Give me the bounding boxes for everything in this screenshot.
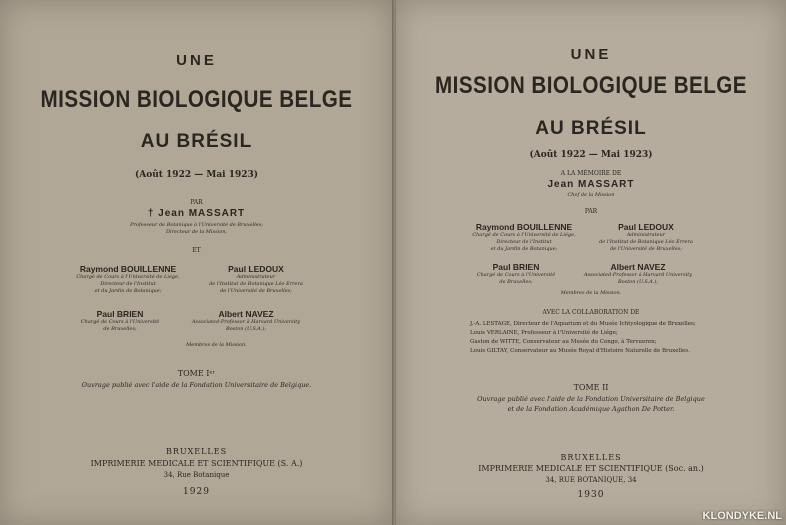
author-role: Administrateur (626, 232, 666, 238)
cover1-author-2 (186, 264, 326, 295)
collaborator: J.-A. LESTAGE, Directeur de l'Aquarium et du Musée Ichtyologique de Bruxelles; (470, 321, 696, 327)
cover1-par: PAR (190, 199, 203, 206)
cover2-memoire-name: Jean MASSART (547, 179, 635, 190)
cover1-et: ET (192, 247, 201, 254)
collaborator: Louis VERLAINE, Professeur à l'Université de Liége; (470, 330, 618, 336)
author-role: Chargé de Cours à l'Université (80, 319, 160, 325)
author-name: Paul LEDOUX (228, 264, 284, 274)
cover2-collab-heading: AVEC LA COLLABORATION DE (542, 309, 640, 316)
author-role: de l'Université de Bruxelles; (220, 288, 292, 294)
cover1-lead-role-2: Directeur de la Mission, (165, 229, 228, 235)
author-name: Raymond BOUILLENNE (475, 222, 573, 232)
cover1-author-3 (50, 309, 190, 333)
author-name: Albert NAVEZ (610, 262, 666, 272)
author-role: Directeur de l'Institut (100, 281, 156, 287)
author-role: Associated-Professor à Harvard University (191, 319, 301, 325)
cover1-members: Membres de la Mission. (186, 342, 247, 348)
author-role: de Bruxelles; (103, 326, 137, 332)
author-role: et du Jardin de Botanique; (94, 288, 162, 294)
cover2-city: BRUXELLES (560, 453, 622, 462)
cover1-author-4 (176, 309, 316, 333)
collaborator: Gaston de WITTE, Conservateur au Musée du Congo, à Tervueren; (470, 339, 657, 345)
cover1-lead-role-1: Professeur de Botanique à l'Université de Bruxelles; (130, 222, 263, 228)
cover2-par: PAR (584, 208, 598, 215)
cover2-subtitle: AU BRÉSIL (535, 118, 647, 139)
cover1-city: BRUXELLES (165, 447, 228, 456)
cover2-members: Membres de la Mission. (560, 290, 622, 296)
author-role: Directeur de l'Institut (496, 239, 552, 245)
author-role: Chargé de Cours à l'Université (476, 272, 556, 278)
cover2-collaborators (470, 320, 770, 356)
author-role: de Bruxelles; (499, 279, 533, 285)
author-role: Associated-Professor à Harvard University (583, 272, 693, 278)
author-role: Administrateur (236, 274, 276, 280)
author-role: Chargé de Cours à l'Université de Liége, (76, 274, 180, 280)
author-name: Paul LEDOUX (618, 222, 674, 232)
book-cover-tome-2 (396, 0, 786, 525)
cover2-author-4 (568, 262, 708, 286)
cover1-subtitle: AU BRÉSIL (140, 131, 253, 152)
author-name: Raymond BOUILLENNE (79, 264, 177, 274)
author-role: Chargé de Cours à l'Université de Liége, (472, 232, 576, 238)
cover2-dates: (Août 1922 — Mai 1923) (529, 150, 653, 160)
author-role: Boston (U.S.A.); (225, 326, 267, 332)
author-role: de l'Institut de Botanique Léo Errera (209, 281, 303, 287)
cover1-author-1 (58, 264, 198, 295)
cover2-memoire: A LA MÉMOIRE DE (560, 170, 622, 177)
cover1-ouvrage: Ouvrage publié avec l'aide de la Fondation Universitaire de Belgique. (81, 381, 312, 389)
cover2-author-1 (454, 222, 594, 253)
cover1-dates: (Août 1922 — Mai 1923) (134, 170, 259, 180)
author-name: Paul BRIEN (96, 309, 144, 319)
cover2-ouvrage-1: Ouvrage publié avec l'aide de la Fondation Universitaire de Belgique (477, 395, 705, 403)
cover1-address: 34, Rue Botanique (163, 471, 230, 479)
author-role: de l'Institut de Botanique Léo Errera (599, 239, 693, 245)
cover2-tome: TOME II (573, 383, 609, 392)
author-role: Boston (U.S.A.); (617, 279, 659, 285)
cover1-une: UNE (176, 52, 217, 69)
cover2-title: MISSION BIOLOGIQUE BELGE (435, 72, 747, 99)
cover1-title: MISSION BIOLOGIQUE BELGE (40, 86, 353, 113)
author-role: de l'Université de Bruxelles; (610, 246, 682, 252)
author-name: Paul BRIEN (492, 262, 540, 272)
cover2-memoire-role: Chef de la Mission (567, 192, 615, 198)
watermark-logo: KLONDYKE.NL (702, 510, 782, 522)
cover2-une: UNE (570, 46, 612, 63)
cover2-year: 1930 (577, 490, 605, 500)
cover2-publisher: IMPRIMERIE MEDICALE ET SCIENTIFIQUE (Soc. an.) (478, 464, 704, 473)
cover1-year: 1929 (183, 487, 210, 497)
cover1-lead-author: † Jean MASSART (147, 208, 246, 219)
cover2-address: 34, RUE BOTANIQUE, 34 (545, 476, 637, 484)
cover1-tome: TOME Iᵉʳ (177, 369, 216, 378)
collaborator: Louis GILTAY, Conservateur au Musée Royal d'Histoire Naturelle de Bruxelles. (470, 348, 690, 354)
cover2-ouvrage-2: et de la Fondation Académique Agathon De Potter. (507, 405, 675, 413)
cover1-publisher: IMPRIMERIE MEDICALE ET SCIENTIFIQUE (S. A.) (90, 459, 303, 468)
cover2-author-2 (576, 222, 716, 253)
author-role: et du Jardin de Botanique; (490, 246, 558, 252)
author-name: Albert NAVEZ (218, 309, 274, 319)
cover2-author-3 (446, 262, 586, 286)
